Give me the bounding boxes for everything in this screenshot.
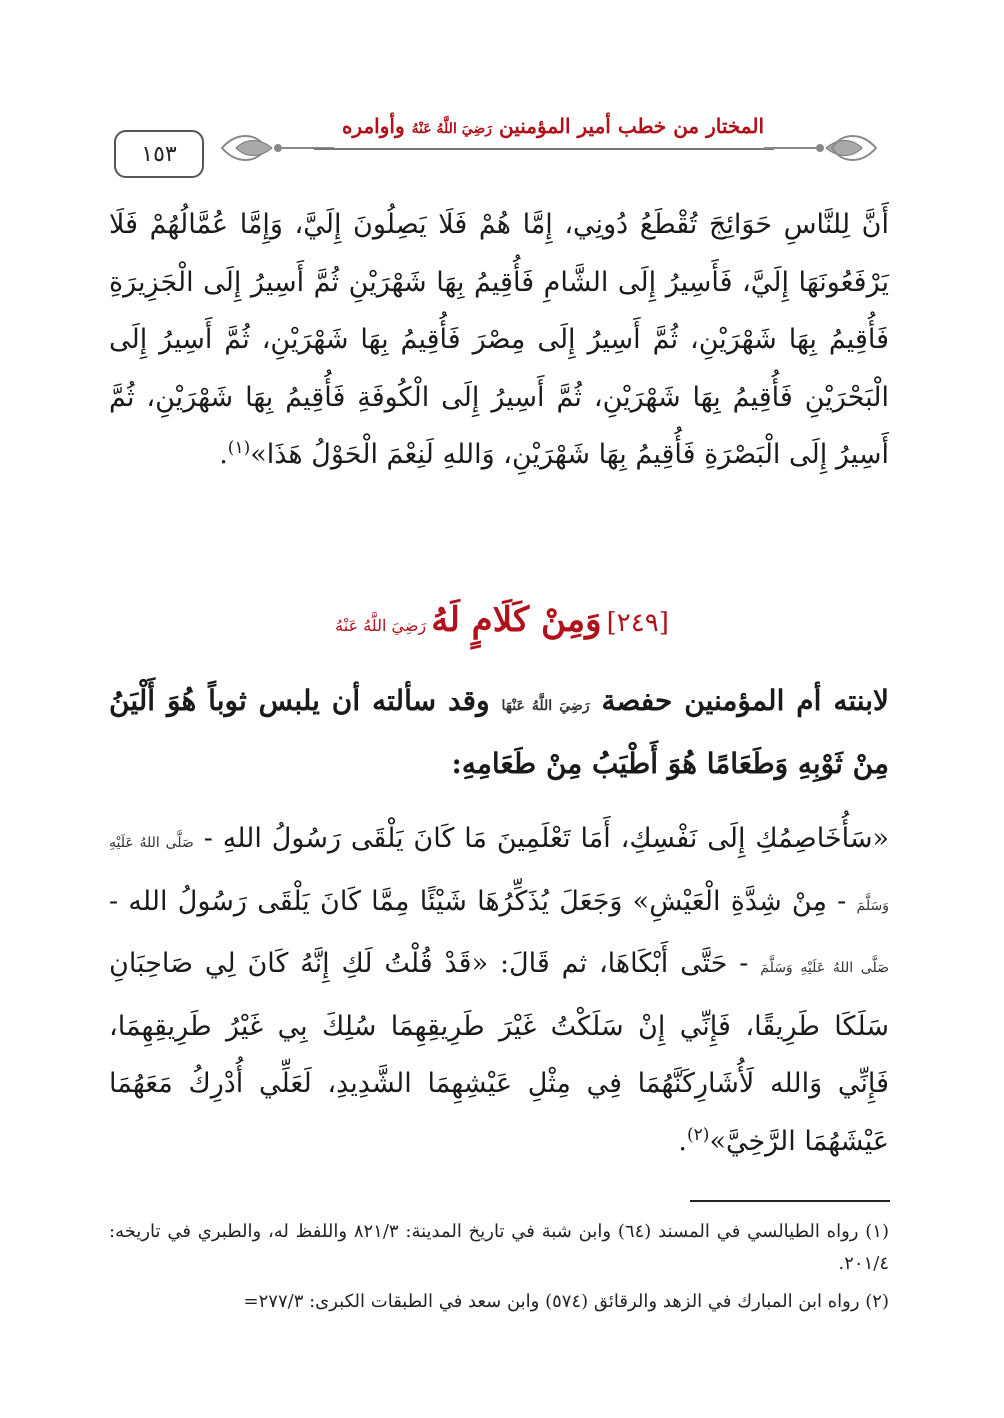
intro-part2: وقد سألته أن يلبس ثوباً هُوَ أَلْيَنُ مِنْ ثَوْبِهِ وَطَعَامًا هُوَ أَطْيَبُ مِنْ طَعَامِهِ: <box>109 684 889 780</box>
footnote-2: (٢) رواه ابن المبارك في الزهد والرقائق (٥٧٤) وابن سعد في الطبقات الكبرى: ٢٧٧/٣= <box>243 1291 889 1312</box>
intro-part1: لابنته أم المؤمنين حفصة <box>601 684 890 717</box>
running-title-end: وأوامره <box>341 114 405 138</box>
right-ornament-icon <box>762 126 882 170</box>
salawat-1: صَلَّى اللهُ عَلَيْهِ وَسَلَّمَ <box>109 835 889 914</box>
passage2-part3: - حَتَّى أَبْكَاهَا، ثم قَالَ: «قَدْ قُلْتُ لَكِ إِنَّهُ كَانَ لِي صَاحِبَانِ سَلَكَا طَرِيقًا، فَإِنِّي إِنْ سَلَكْتُ غَيْرَ طَرِيقِهِمَا سُلِكَ بِي غَيْرُ طَرِيقِهِمَا، فَإِنِّي وَالله لَأُشَارِكَنَّهُمَا فِي مِثْلِ عَيْشِهِمَا الشَّدِيدِ، لَعَلِّي أُدْرِكُ مَعَهُمَا عَيْشَهُمَا الرَّخِيَّ» <box>109 948 889 1157</box>
footnotes <box>109 1216 889 1324</box>
passage1-text: أَنَّ لِلنَّاسِ حَوَائِجَ تُقْطَعُ دُونِي، إِمَّا هُمْ فَلَا يَصِلُونَ إِلَيَّ، وَإِمَّا عُمَّالُهُمْ فَلَا يَرْفَعُونَهَا إِلَيَّ، فَأَسِيرُ إِلَى الشَّامِ فَأُقِيمُ بِهَا شَهْرَيْنِ ثُمَّ أَسِيرُ إِلَى الْجَزِيرَةِ فَأُقِيمُ بِهَا شَهْرَيْنِ، ثُمَّ أَسِيرُ إِلَى مِصْرَ فَأُقِيمُ بِهَا شَهْرَيْنِ، ثُمَّ أَسِيرُ إِلَى الْبَحْرَيْنِ فَأُقِيمُ بِهَا شَهْرَيْنِ، ثُمَّ أَسِيرُ إِلَى الْكُوفَةِ فَأُقِيمُ بِهَا شَهْرَيْنِ، ثُمَّ أَسِيرُ إِلَى الْبَصْرَةِ فَأُقِيمُ بِهَا شَهْرَيْنِ، وَاللهِ لَنِعْمَ الْحَوْلُ هَذَا» <box>109 209 889 470</box>
section-number: [٢٤٩] <box>606 608 669 638</box>
running-header <box>104 112 904 182</box>
section-heading <box>0 600 1004 640</box>
intro-honorific: رَضِيَ اللَّهُ عَنْهَا <box>501 698 590 714</box>
salawat-2: صَلَّى اللهُ عَلَيْهِ وَسَلَّمَ <box>760 960 889 976</box>
section-title: وَمِنْ كَلَامٍ لَهُ <box>431 600 602 640</box>
passage-quote <box>109 810 889 1170</box>
page-number: ١٥٣ <box>114 130 204 178</box>
header-rule <box>314 148 774 150</box>
footnote-separator <box>690 1200 890 1202</box>
running-title-text: المختار من خطب أمير المؤمنين <box>499 114 764 138</box>
running-title-honorific: رَضِيَ اللَّهُ عَنْهُ <box>411 121 493 137</box>
passage2-end: . <box>678 1125 688 1157</box>
footnote-1: (١) رواه الطيالسي في المسند (٦٤) وابن شبة في تاريخ المدينة: ٨٢١/٣ واللفظ له، والطبري في تاريخه: ٢٠١/٤. <box>109 1221 889 1274</box>
running-title <box>342 114 764 138</box>
passage1-end: . <box>219 439 228 470</box>
passage2-part1: «سَأُخَاصِمُكِ إِلَى نَفْسِكِ، أَمَا تَعْلَمِينَ مَا كَانَ يَلْقَى رَسُولُ اللهِ - <box>203 823 890 854</box>
footnote-ref-2: (٢) <box>687 1124 710 1145</box>
passage2-part2: - مِنْ شِدَّةِ الْعَيْشِ» وَجَعَلَ يُذَكِّرُهَا شَيْئًا مِمَّا كَانَ يَلْقَى رَسُولُ الله - <box>109 885 847 917</box>
section-honorific: رَضِيَ اللَّهُ عَنْهُ <box>335 616 427 635</box>
passage-continued <box>109 196 889 484</box>
section-intro <box>109 672 889 793</box>
footnote-ref-1: (١) <box>227 438 251 458</box>
